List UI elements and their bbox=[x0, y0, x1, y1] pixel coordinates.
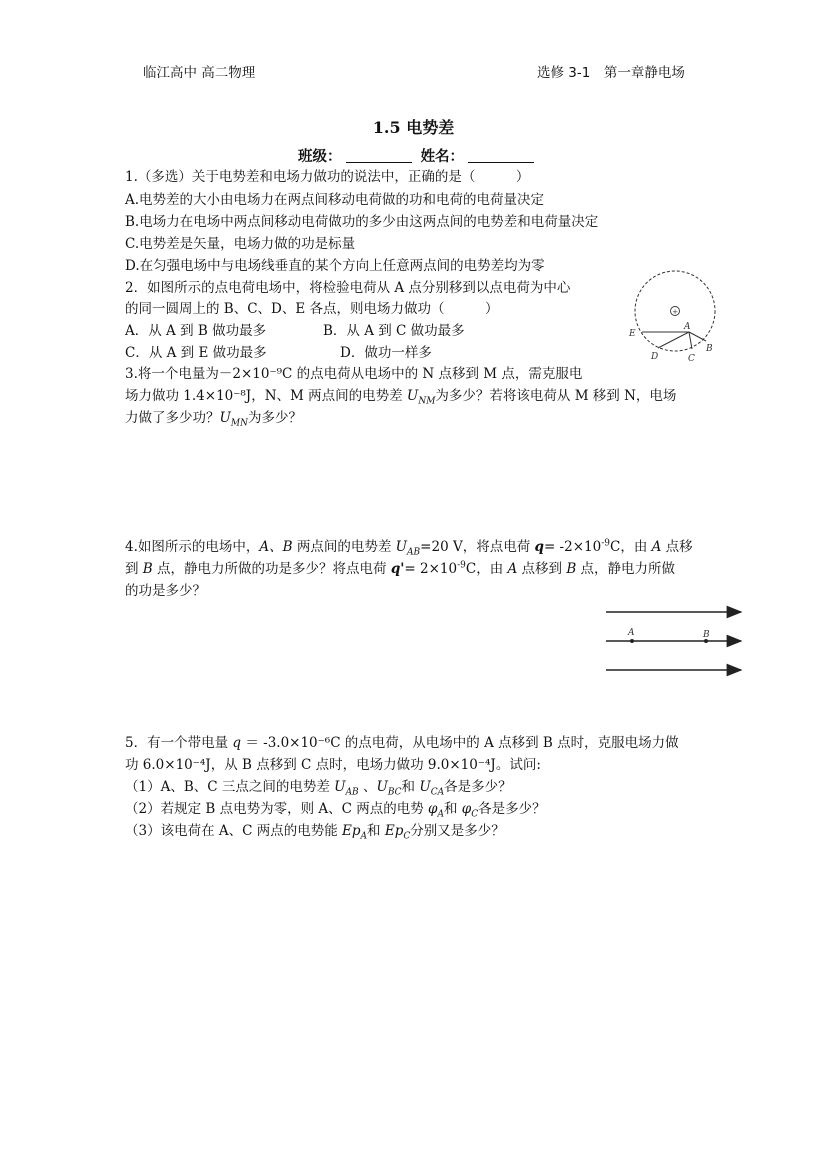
q5-sub1: （1）A、B、C 三点之间的电势差 $U_{AB}$ 、$U_{BC}$和 $U_{CA}$各是多少？ bbox=[125, 779, 512, 798]
point-charge-sign: + bbox=[672, 308, 678, 316]
q2-line1: 2．如图所示的点电荷电场中，将检验电荷从 A 点分别移到以点电荷为中心 bbox=[125, 280, 571, 296]
label-c: C bbox=[688, 354, 695, 364]
name-blank[interactable] bbox=[468, 148, 534, 163]
q4-line1: 4.如图所示的电场中，A、B 两点间的电势差 $U_{AB}=20$ V，将点电荷 $q= -2\times 10^{-9}C$，由 A 点移 bbox=[125, 538, 693, 558]
q2-option-c: C．从 A 到 E 做功最多 bbox=[125, 345, 267, 361]
page-title: 1.5 电势差 bbox=[372, 118, 455, 137]
label-e: E bbox=[629, 329, 636, 339]
header-course: 选修 3-1 第一章静电场 bbox=[537, 65, 685, 81]
u-mn: $U_{MN}$ bbox=[219, 410, 248, 429]
label-b: B bbox=[706, 344, 713, 354]
q2-option-a: A．从 A 到 B 做功最多 bbox=[125, 323, 267, 339]
q2-option-b: B．从 A 到 C 做功最多 bbox=[323, 323, 465, 339]
q5-sub3: （3）该电荷在 A、C 两点的电势能 $Ep_A$和 $Ep_C$分别又是多少？ bbox=[125, 823, 505, 842]
q1-option-c: C.电势差是矢量，电场力做的功是标量 bbox=[125, 236, 356, 252]
name-label: 姓名： bbox=[420, 148, 465, 165]
label-b: B bbox=[703, 630, 710, 640]
label-a: A bbox=[684, 322, 691, 332]
q5-line1: 5．有一个带电量 q ＝ -3.0×10⁻⁶C 的点电荷，从电场中的 A 点移到 B 点时，克服电场力做 bbox=[125, 735, 679, 751]
q1-option-d: D.在匀强电场中与电场线垂直的某个方向上任意两点间的电势差均为零 bbox=[125, 258, 545, 274]
q3-line2: 场力做功 1.4×10⁻⁸J，N、M 两点间的电势差 $U_{NM}$为多少？若将该电荷从 M 移到 N，电场 bbox=[125, 388, 677, 407]
q2-line2: 的同一圆周上的 B、C、D、E 各点，则电场力做功（ ） bbox=[125, 301, 499, 317]
q4-line3: 的功是多少？ bbox=[125, 583, 206, 599]
q4-field-figure bbox=[600, 604, 750, 680]
u-nm: $U_{NM}$ bbox=[406, 388, 436, 407]
class-name-line bbox=[298, 145, 538, 166]
q2-figure bbox=[622, 268, 726, 368]
class-blank[interactable] bbox=[346, 148, 412, 163]
q5-line2: 功 6.0×10⁻⁴J，从 B 点移到 C 点时，电场力做功 9.0×10⁻⁴J。试问: bbox=[125, 757, 541, 773]
point-a bbox=[630, 639, 634, 643]
header-school: 临江高中 高二物理 bbox=[143, 65, 256, 81]
q5-sub2: （2）若规定 B 点电势为零，则 A、C 两点的电势 $\varphi_A$和 $\varphi_C$各是多少？ bbox=[125, 801, 546, 820]
q3-line1: 3.将一个电量为－2×10⁻⁹C 的点电荷从电场中的 N 点移到 M 点，需克服电 bbox=[125, 366, 583, 382]
q1-stem: 1.（多选）关于电势差和电场力做功的说法中，正确的是（ ） bbox=[125, 169, 530, 185]
label-a: A bbox=[628, 628, 635, 638]
q2-option-d: D．做功一样多 bbox=[340, 345, 432, 361]
q3-line3: 力做了多少功？$U_{MN}$为多少？ bbox=[125, 410, 302, 429]
q4-line2: 到 B 点，静电力所做的功是多少？将点电荷 $q'= 2\times 10^{-9}C$，由 A 点移到 B 点，静电力所做 bbox=[125, 560, 676, 577]
u-ab: $U_{AB}$ bbox=[395, 539, 421, 558]
q1-option-b: B.电场力在电场中两点间移动电荷做功的多少由这两点间的电势差和电荷量决定 bbox=[125, 214, 599, 230]
q1-option-a: A.电势差的大小由电场力在两点间移动电荷做的功和电荷的电荷量决定 bbox=[125, 192, 545, 208]
class-label: 班级： bbox=[298, 148, 342, 165]
label-d: D bbox=[651, 352, 659, 362]
